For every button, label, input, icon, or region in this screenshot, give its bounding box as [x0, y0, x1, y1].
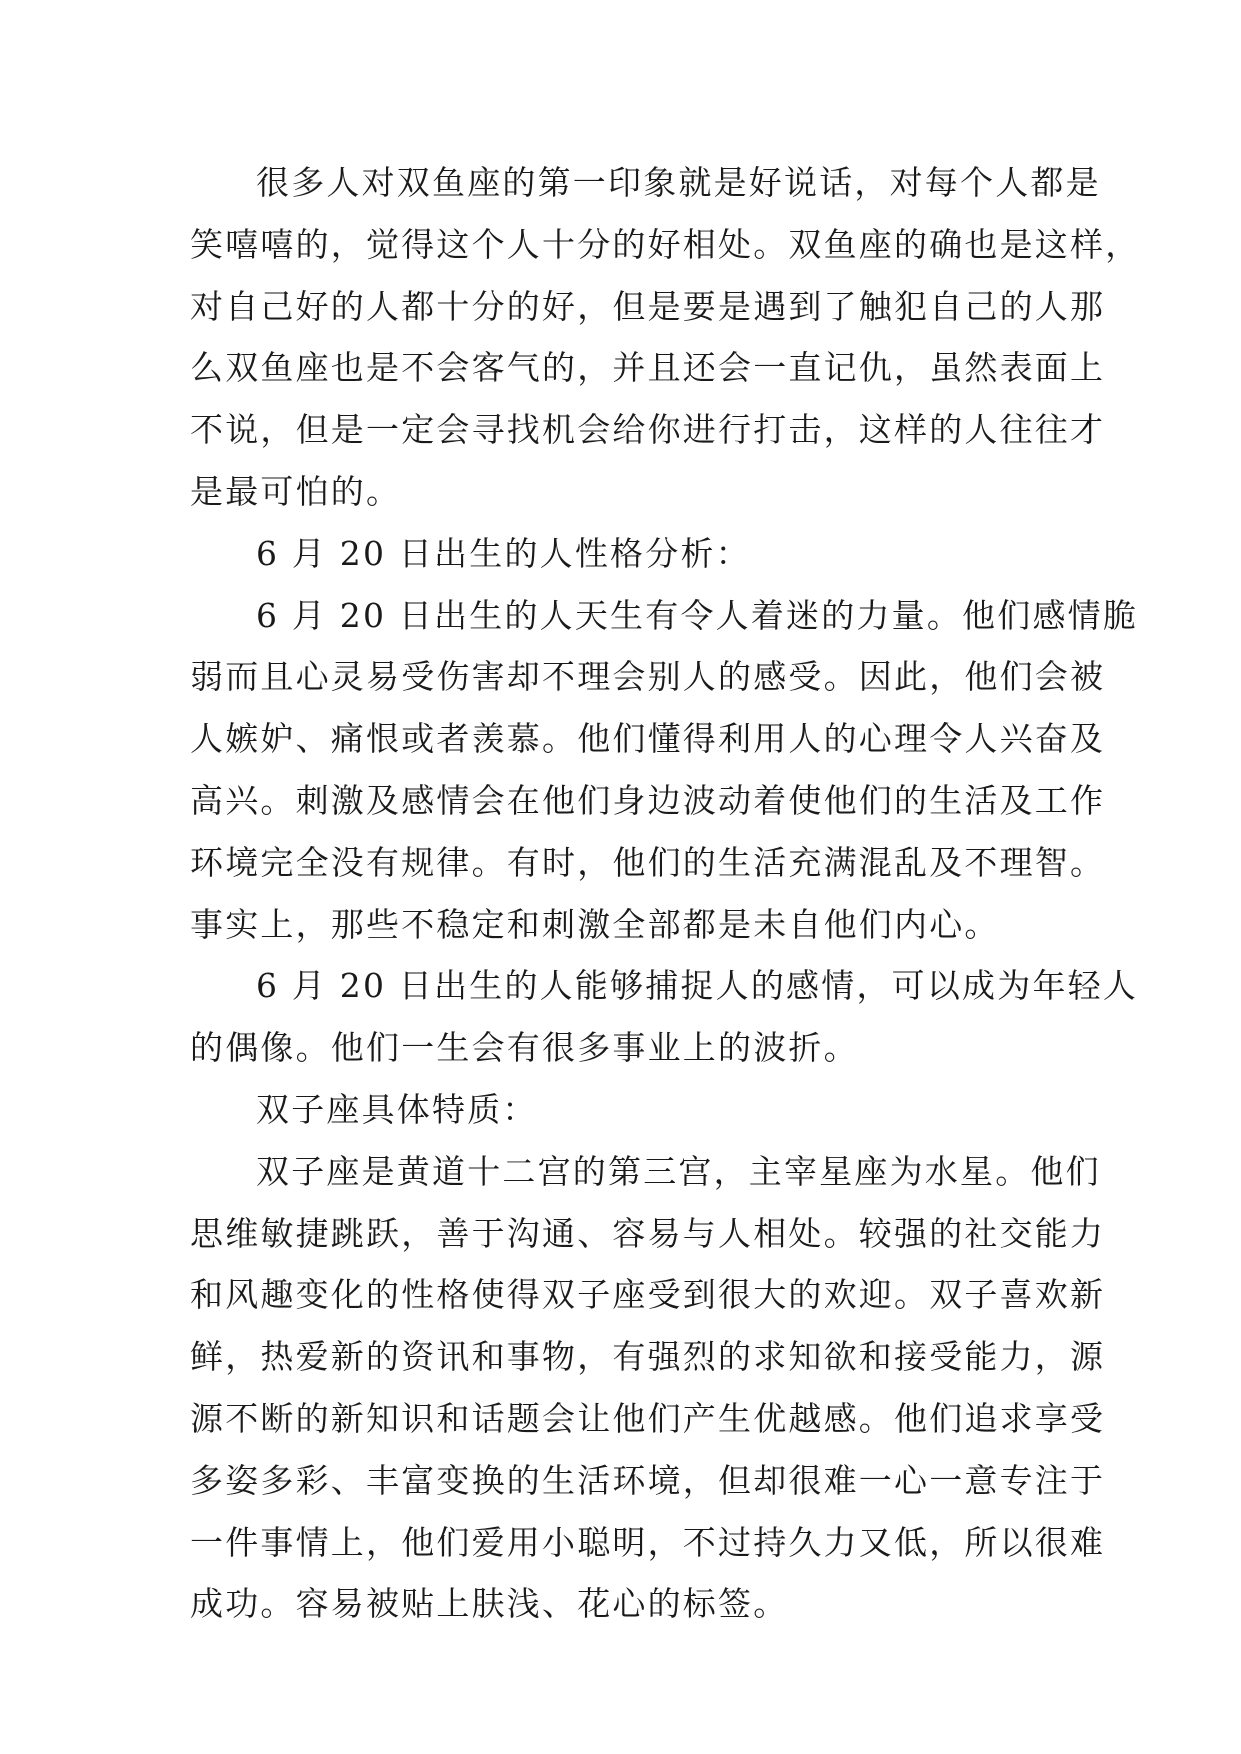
text-line: 和风趣变化的性格使得双子座受到很大的欢迎。双子喜欢新 — [190, 1275, 1106, 1315]
text-line: 不说，但是一定会寻找机会给你进行打击，这样的人往往才 — [190, 410, 1106, 450]
text-line: 源不断的新知识和话题会让他们产生优越感。他们追求享受 — [190, 1398, 1106, 1438]
heading-gemini-traits — [190, 1079, 1070, 1141]
text-line: 环境完全没有规律。有时，他们的生活充满混乱及不理智。 — [190, 842, 1106, 882]
text-line: 思维敏捷跳跃，善于沟通、容易与人相处。较强的社交能力 — [190, 1213, 1106, 1253]
document-body — [190, 152, 1141, 1635]
text-line: 笑嘻嘻的，觉得这个人十分的好相处。双鱼座的确也是这样， — [190, 224, 1141, 264]
text-line: 人嫉妒、痛恨或者羡慕。他们懂得利用人的心理令人兴奋及 — [190, 719, 1106, 759]
text-line: 双子座是黄道十二宫的第三宫，主宰星座为水星。他们 — [256, 1151, 1101, 1191]
heading-text: 双子座具体特质： — [256, 1089, 538, 1129]
text-line: 6 月 20 日出生的人天生有令人着迷的力量。他们感情脆 — [256, 595, 1139, 635]
text-line: 的偶像。他们一生会有很多事业上的波折。 — [190, 1028, 859, 1068]
text-line: 很多人对双鱼座的第一印象就是好说话，对每个人都是 — [256, 163, 1101, 202]
heading-june20-personality — [190, 523, 1070, 585]
paragraph-gemini-description — [190, 1141, 1106, 1635]
text-line: 么双鱼座也是不会客气的，并且还会一直记仇，虽然表面上 — [190, 348, 1106, 388]
text-line: 对自己好的人都十分的好，但是要是遇到了触犯自己的人那 — [190, 286, 1106, 326]
heading-text: 6 月 20 日出生的人性格分析： — [256, 533, 751, 573]
text-line: 鲜，热爱新的资讯和事物，有强烈的求知欲和接受能力，源 — [190, 1337, 1106, 1377]
paragraph-pisces-impression — [190, 152, 1141, 523]
text-line: 高兴。刺激及感情会在他们身边波动着使他们的生活及工作 — [190, 780, 1106, 820]
paragraph-june20-idol — [190, 955, 1139, 1079]
text-line: 一件事情上，他们爱用小聪明，不过持久力又低，所以很难 — [190, 1522, 1106, 1562]
text-line: 多姿多彩、丰富变换的生活环境，但却很难一心一意专注于 — [190, 1460, 1106, 1500]
text-line: 是最可怕的。 — [190, 471, 402, 511]
text-line: 6 月 20 日出生的人能够捕捉人的感情，可以成为年轻人 — [256, 966, 1139, 1006]
text-line: 弱而且心灵易受伤害却不理会别人的感受。因此，他们会被 — [190, 657, 1106, 697]
text-line: 事实上，那些不稳定和刺激全部都是未自他们内心。 — [190, 904, 1000, 944]
text-line: 成功。容易被贴上肤浅、花心的标签。 — [190, 1584, 789, 1624]
paragraph-june20-charm — [190, 585, 1139, 956]
